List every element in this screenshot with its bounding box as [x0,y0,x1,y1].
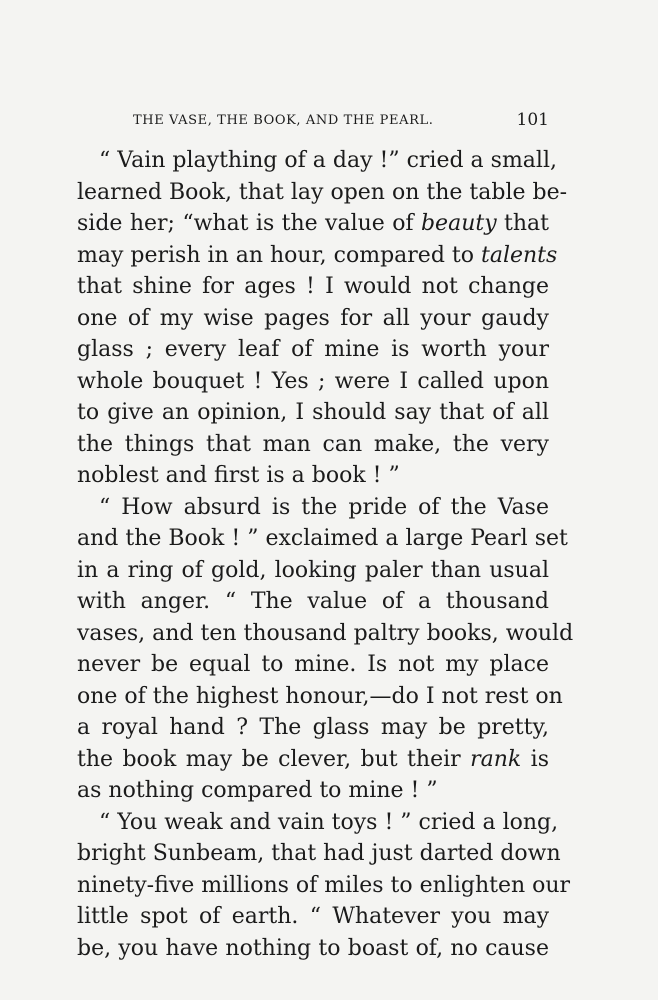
text-line: learned Book, that lay open on the table be- [77,179,568,205]
text-line: may perish in an hour, compared to talents [77,242,558,268]
text-line: “ You weak and vain toys ! ” cried a long, [99,809,559,835]
running-head [77,110,549,133]
text-line: the book may be clever, but their rank is [77,746,549,772]
page-number: 101 [516,110,549,130]
italic-word: beauty [420,211,497,236]
text-line: one of my wise pages for all your gaudy [77,305,549,331]
text-line: little spot of earth. “ Whatever you may [77,904,549,929]
text-line: whole bouquet ! Yes ; were I called upon [77,368,549,394]
text-line: in a ring of gold, looking paler than usual [77,557,549,583]
text-line: “ How absurd is the pride of the Vase [99,494,549,520]
text-line: glass ; every leaf of mine is worth your [77,337,549,362]
text-line: vases, and ten thousand paltry books, would [77,620,574,646]
text-line: noblest and first is a book ! ” [77,463,400,488]
text-line: the things that man can make, the very [77,431,549,457]
italic-word: talents [480,242,558,268]
text-line: never be equal to mine. Is not my place [77,652,549,677]
text-line: a royal hand ? The glass may be pretty, [77,715,549,740]
body-text [77,145,574,964]
text-line: as nothing compared to mine ! ” [77,778,438,803]
text-line: to give an opinion, I should say that of all [77,400,549,425]
text-line: that shine for ages ! I would not change [77,274,549,299]
text-line: with anger. “ The value of a thousand [77,589,549,614]
text-line: one of the highest honour,—do I not rest on [77,683,563,709]
text-line: “ Vain plaything of a day !” cried a small, [99,148,557,173]
text-line: side her; “what is the value of beauty that [77,211,549,236]
italic-word: rank [470,746,522,772]
running-title: THE VASE, THE BOOK, AND THE PEARL. [133,113,434,128]
text-line: bright Sunbeam, that had just darted down [77,841,561,866]
text-line: be, you have nothing to boast of, no cause [77,935,549,961]
text-line: and the Book ! ” exclaimed a large Pearl set [77,526,568,551]
text-line: ninety-five millions of miles to enlighten our [77,872,571,898]
